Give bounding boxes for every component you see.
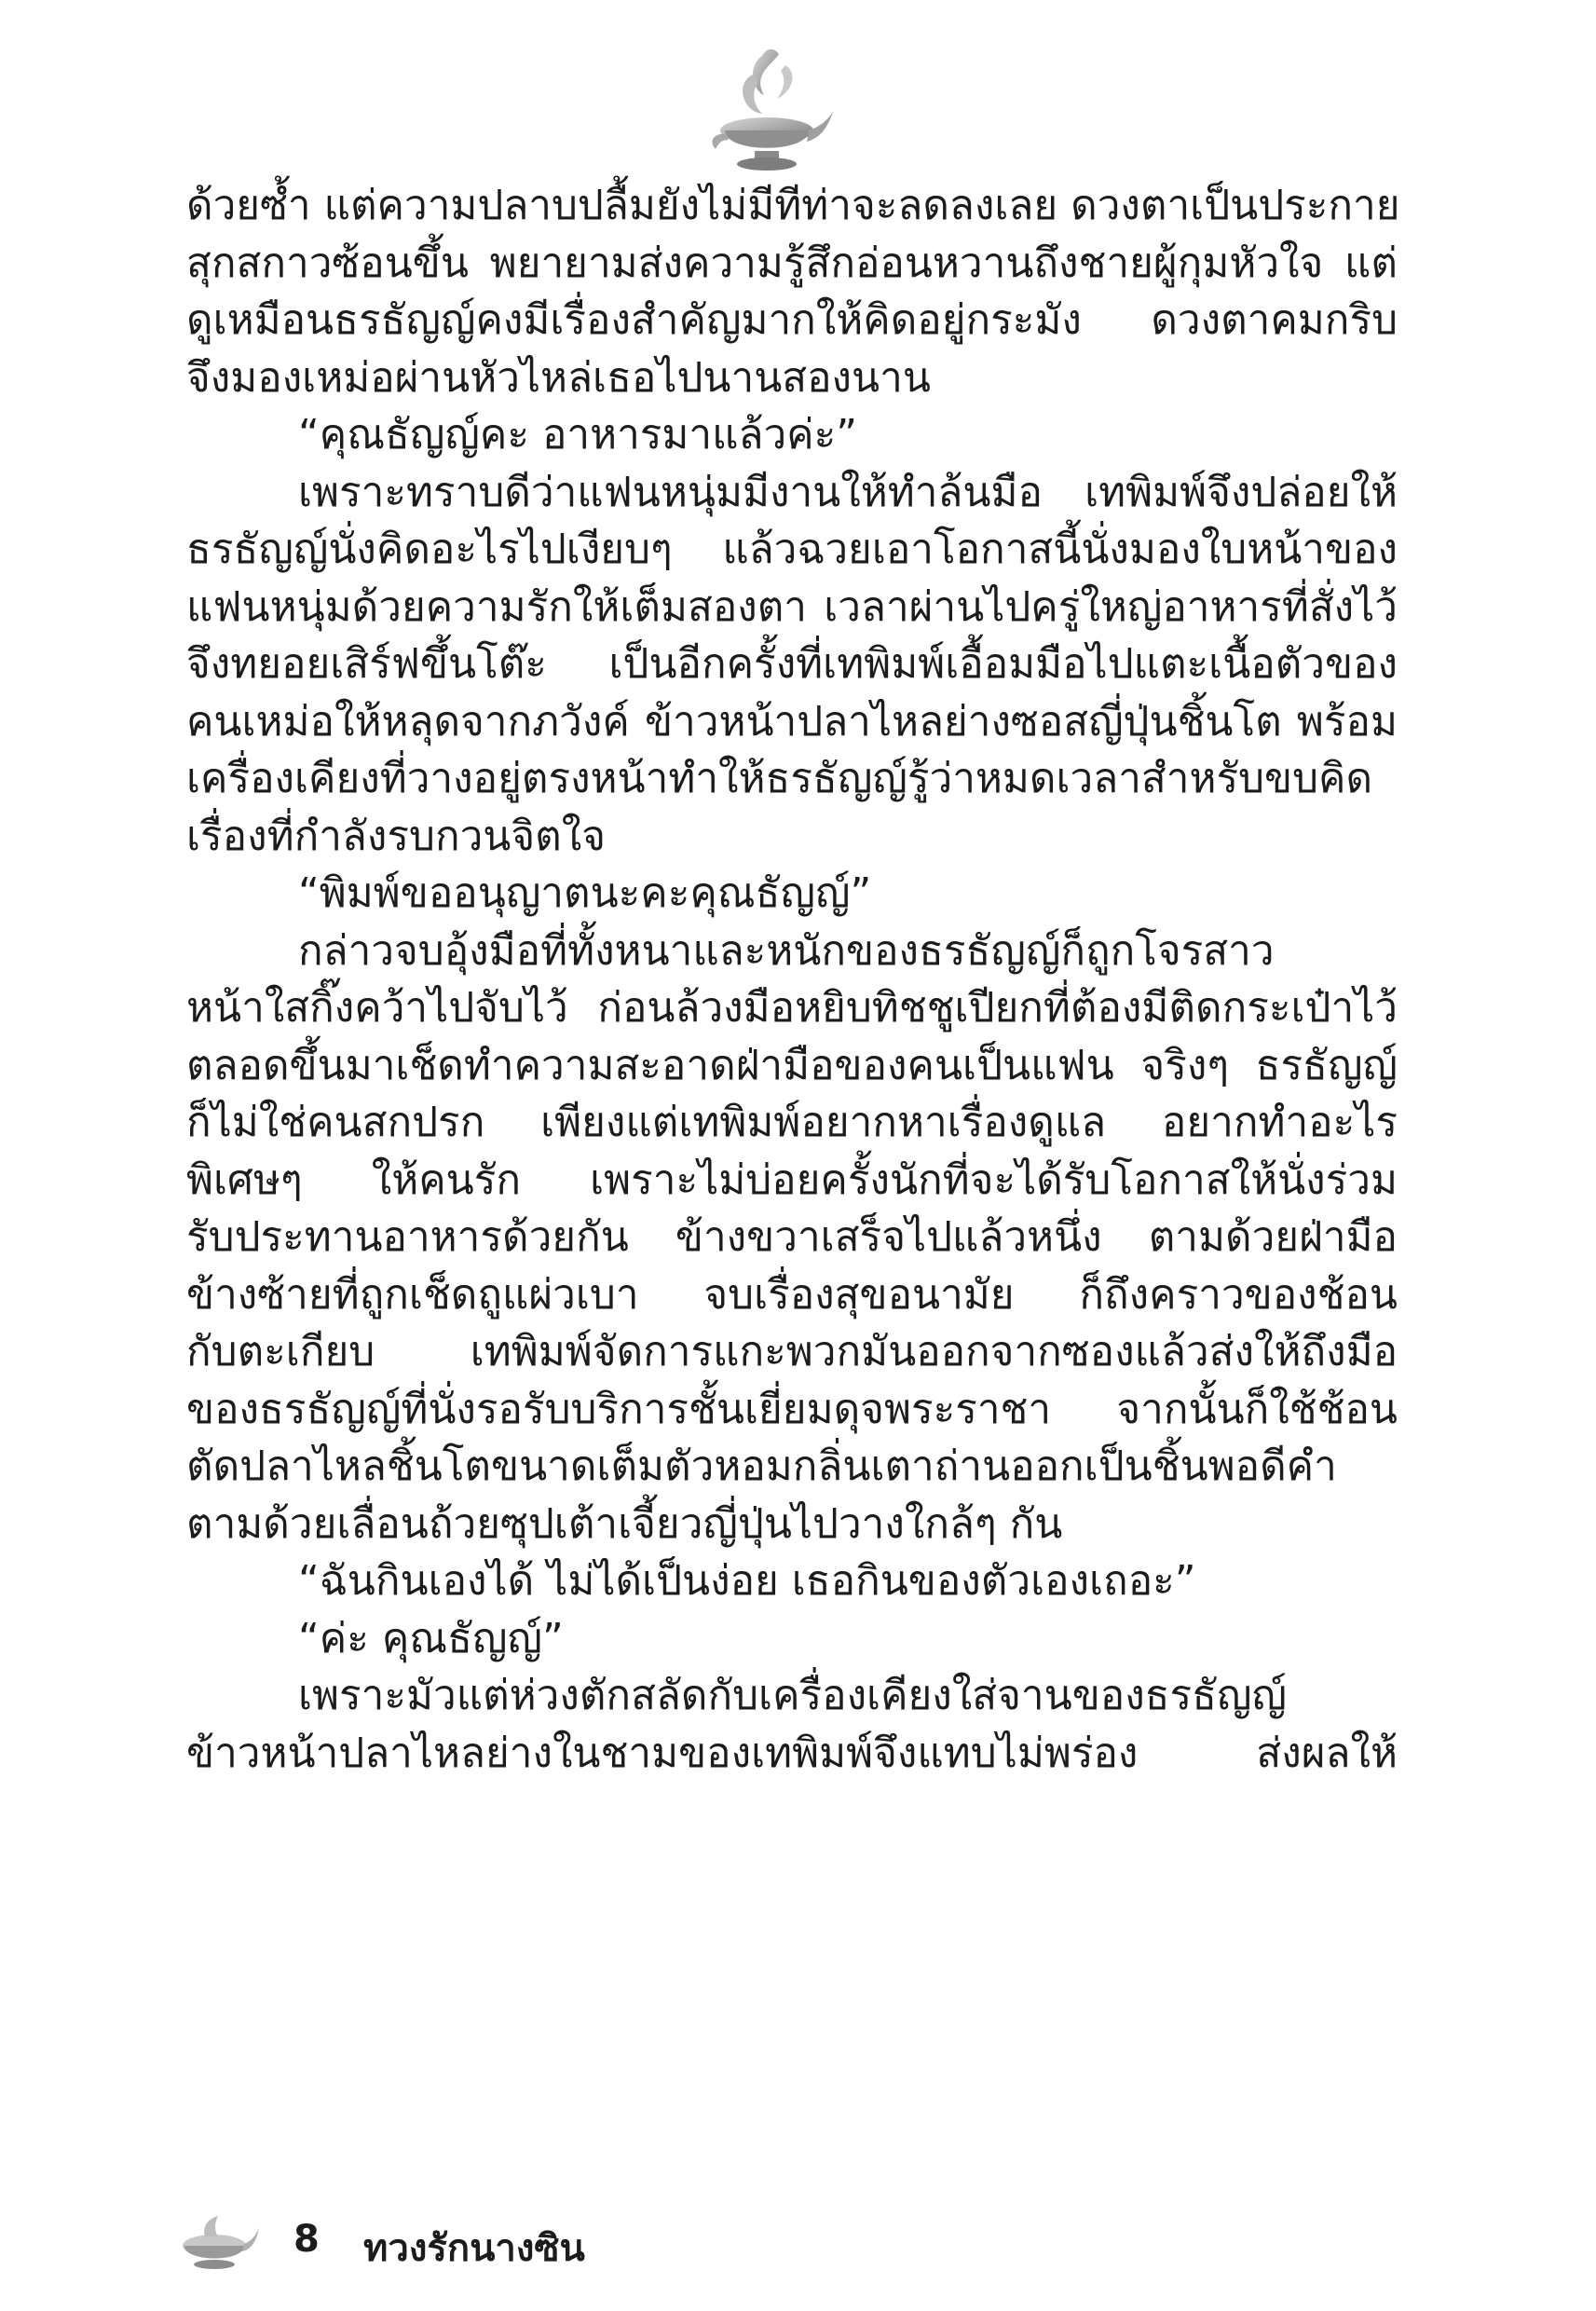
text-line: ธรธัญญ์นั่งคิดอะไรไปเงียบๆ แล้วฉวยเอาโอกาสนี้นั่งมองใบหน้าของ <box>186 526 1398 573</box>
text-line: “ค่ะ คุณธัญญ์” <box>298 1614 564 1662</box>
text-line: คนเหม่อให้หลุดจากภวังค์ ข้าวหน้าปลาไหลย่างซอสญี่ปุ่นชิ้นโต พร้อม <box>186 697 1398 745</box>
genie-lamp-ornament-icon <box>697 37 837 186</box>
text-line: “พิมพ์ขออนุญาตนะคะคุณธัญญ์” <box>298 869 872 917</box>
text-line: เพราะมัวแต่ห่วงตักสลัดกับเครื่องเคียงใส่จานของธรธัญญ์ <box>298 1672 1288 1719</box>
text-line: เครื่องเคียงที่วางอยู่ตรงหน้าทำให้ธรธัญญ์รู้ว่าหมดเวลาสำหรับขบคิด <box>186 755 1373 802</box>
text-line: กับตะเกียบ เทพิมพ์จัดการแกะพวกมันออกจากซองแล้วส่งให้ถึงมือ <box>186 1328 1398 1375</box>
text-line: “ฉันกินเองได้ ไม่ได้เป็นง่อย เธอกินของตัวเองเถอะ” <box>298 1557 1196 1605</box>
text-line: ก็ไม่ใช่คนสกปรก เพียงแต่เทพิมพ์อยากหาเรื่องดูแล อยากทำอะไร <box>186 1099 1398 1146</box>
chapter-body-text <box>186 177 1398 1782</box>
text-line: ตัดปลาไหลชิ้นโตขนาดเต็มตัวหอมกลิ่นเตาถ่านออกเป็นชิ้นพอดีคำ <box>186 1443 1337 1490</box>
text-line: ตามด้วยเลื่อนถ้วยซุปเต้าเจี้ยวญี่ปุ่นไปวางใกล้ๆ กัน <box>186 1499 1063 1548</box>
text-line: แฟนหนุ่มด้วยความรักให้เต็มสองตา เวลาผ่านไปครู่ใหญ่อาหารที่สั่งไว้ <box>186 582 1398 631</box>
footer-lamp-ornament-icon <box>177 2208 261 2274</box>
text-line: ตลอดขึ้นมาเช็ดทำความสะอาดฝ่ามือของคนเป็นแฟน จริงๆ ธรธัญญ์ <box>186 1041 1398 1089</box>
text-line: ด้วยซ้ำ แต่ความปลาบปลื้มยังไม่มีทีท่าจะลดลงเลย ดวงตาเป็นประกาย <box>186 182 1400 229</box>
page-footer <box>177 2208 829 2283</box>
text-line: “คุณธัญญ์คะ อาหารมาแล้วค่ะ” <box>298 411 858 458</box>
text-line: ดูเหมือนธรธัญญ์คงมีเรื่องสำคัญมากให้คิดอยู่กระมัง ดวงตาคมกริบ <box>186 296 1398 344</box>
text-line: หน้าใสกิ๊งคว้าไปจับไว้ ก่อนล้วงมือหยิบทิชชูเปียกที่ต้องมีติดกระเป๋าไว้ <box>186 984 1398 1032</box>
text-line: เพราะทราบดีว่าแฟนหนุ่มมีงานให้ทำล้นมือ เทพิมพ์จึงปล่อยให้ <box>298 468 1398 516</box>
text-line: ข้างซ้ายที่ถูกเช็ดถูแผ่วเบา จบเรื่องสุขอนามัย ก็ถึงคราวของช้อน <box>186 1270 1398 1319</box>
text-line: สุกสกาวซ้อนขึ้น พยายามส่งความรู้สึกอ่อนหวานถึงชายผู้กุมหัวใจ แต่ <box>186 239 1398 287</box>
text-line: ข้าวหน้าปลาไหลย่างในชามของเทพิมพ์จึงแทบไม่พร่อง ส่งผลให้ <box>186 1729 1398 1777</box>
page-number: 8 <box>293 2218 320 2261</box>
text-line: เรื่องที่กำลังรบกวนจิตใจ <box>186 812 606 860</box>
text-line: ของธรธัญญ์ที่นั่งรอรับบริการชั้นเยี่ยมดุจพระราชา จากนั้นก็ใช้ช้อน <box>186 1385 1398 1433</box>
text-line: กล่าวจบอุ้งมือที่ทั้งหนาและหนักของธรธัญญ์ก็ถูกโจรสาว <box>298 926 1275 975</box>
text-line: รับประทานอาหารด้วยกัน ข้างขวาเสร็จไปแล้วหนึ่ง ตามด้วยฝ่ามือ <box>186 1213 1398 1261</box>
text-line: จึงมองเหม่อผ่านหัวไหล่เธอไปนานสองนาน <box>186 353 931 402</box>
book-title: ทวงรักนางซิน <box>363 2227 585 2270</box>
text-line: จึงทยอยเสิร์ฟขึ้นโต๊ะ เป็นอีกครั้งที่เทพิมพ์เอื้อมมือไปแตะเนื้อตัวของ <box>186 640 1398 688</box>
text-line: พิเศษๆ ให้คนรัก เพราะไม่บ่อยครั้งนักที่จะได้รับโอกาสให้นั่งร่วม <box>186 1156 1398 1204</box>
